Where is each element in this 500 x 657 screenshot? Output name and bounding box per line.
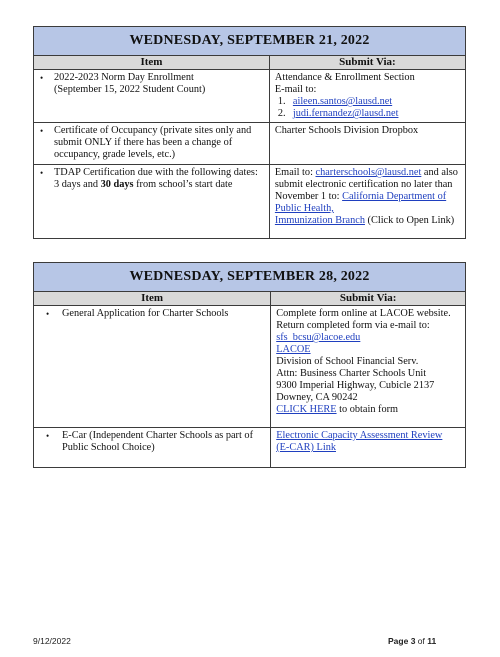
column-header-submit-via: Submit Via:: [271, 292, 466, 306]
table-row: [34, 306, 466, 428]
item-text: Certificate of Occupancy (private sites only and: [54, 125, 252, 136]
page-total: 11: [427, 636, 437, 646]
lacoe-link[interactable]: LACOE: [276, 344, 311, 355]
item-cell: [34, 428, 271, 468]
bullet-icon: •: [40, 126, 44, 136]
item-text: 2022-2023 Norm Day Enrollment: [54, 72, 194, 83]
submit-text: Downey, CA 90242: [276, 392, 358, 403]
item-text: occupancy, grade levels, etc.): [54, 149, 176, 160]
submit-text: submit electronic certification no later than: [274, 179, 453, 190]
submit-text: Email to:: [274, 167, 316, 178]
page-label: Page: [388, 636, 411, 646]
submit-cell: [271, 428, 466, 468]
email-link-judi[interactable]: judi.fernandez@lausd.net: [292, 108, 399, 119]
footer-page-number: [388, 636, 436, 646]
item-text: Public School Choice): [62, 442, 155, 453]
item-text: TDAP Certification due with the following dates:: [54, 167, 258, 178]
submit-cell: [269, 70, 465, 123]
item-text: submit ONLY if there has been a change of: [54, 137, 233, 148]
item-cell: [34, 165, 270, 239]
immunization-branch-link[interactable]: Immunization Branch: [274, 215, 365, 226]
click-here-link[interactable]: CLICK HERE: [276, 404, 337, 415]
cdph-link[interactable]: California Department of: [342, 191, 447, 202]
item-text-bold: 30 days: [100, 179, 134, 190]
bullet-icon: •: [46, 431, 50, 441]
submit-text: 9300 Imperial Highway, Cubicle 2137: [276, 380, 435, 391]
submit-text: Attn: Business Charter Schools Unit: [276, 368, 427, 379]
bullet-icon: •: [40, 168, 44, 178]
submit-text: to obtain form: [336, 404, 399, 415]
item-text: (September 15, 2022 Student Count): [54, 84, 206, 95]
ecar-link[interactable]: (E-CAR) Link: [276, 442, 336, 453]
email-link-charterschools[interactable]: charterschools@lausd.net: [315, 167, 422, 178]
page-of: of: [415, 636, 428, 646]
item-text: E-Car (Independent Charter Schools as part of: [62, 430, 254, 441]
table-row: [34, 123, 466, 165]
submit-text: Division of School Financial Serv.: [276, 356, 419, 367]
item-cell: [34, 123, 270, 165]
list-number: 2.: [277, 108, 286, 119]
column-header-item: Item: [34, 56, 270, 70]
item-cell: [34, 306, 271, 428]
bullet-icon: •: [46, 309, 50, 319]
table-title: WEDNESDAY, SEPTEMBER 28, 2022: [34, 263, 466, 292]
column-header-item: Item: [34, 292, 271, 306]
submit-text: and also: [421, 167, 458, 178]
schedule-table-sept-28: [33, 262, 466, 468]
submit-cell: [271, 306, 466, 428]
item-text: [54, 179, 258, 191]
table-row: [34, 165, 466, 239]
item-text-part: 3 days and: [54, 179, 101, 190]
table-row: [34, 428, 466, 468]
submit-text: Complete form online at LACOE website.: [276, 308, 451, 319]
submit-text: E-mail to:: [274, 84, 317, 95]
bullet-icon: •: [40, 73, 44, 83]
submit-text: Return completed form via e-mail to:: [276, 320, 430, 331]
footer-date: 9/12/2022: [33, 636, 71, 646]
table-title: WEDNESDAY, SEPTEMBER 21, 2022: [34, 27, 466, 56]
submit-text: November 1 to:: [274, 191, 343, 202]
page-current: 3: [410, 636, 416, 646]
table-row: [34, 70, 466, 123]
column-header-submit-via: Submit Via:: [269, 56, 465, 70]
ecar-link[interactable]: Electronic Capacity Assessment Review: [276, 430, 443, 441]
submit-cell: [269, 165, 465, 239]
list-number: 1.: [277, 96, 286, 107]
schedule-table-sept-21: [33, 26, 466, 239]
item-text-part: from school’s start date: [133, 179, 233, 190]
submit-text: Attendance & Enrollment Section: [274, 72, 415, 83]
email-link-aileen[interactable]: aileen.santos@lausd.net: [292, 96, 393, 107]
submit-text: (Click to Open Link): [364, 215, 455, 226]
email-link-sfs-bcsu[interactable]: sfs_bcsu@lacoe.edu: [276, 332, 361, 343]
cdph-link[interactable]: Public Health,: [274, 203, 334, 214]
submit-cell: [269, 123, 465, 165]
submit-text: Charter Schools Division Dropbox: [274, 125, 419, 136]
item-cell: [34, 70, 270, 123]
item-text: General Application for Charter Schools: [62, 308, 229, 319]
